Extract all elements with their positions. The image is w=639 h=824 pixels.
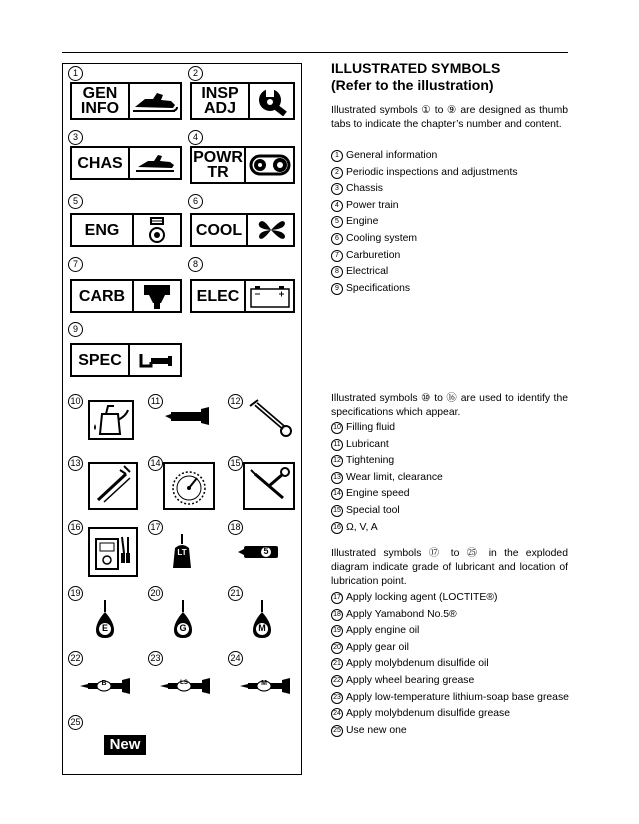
callout-21: 21 — [228, 586, 243, 601]
item-text: General information — [346, 150, 438, 161]
item-text: Engine speed — [346, 488, 410, 500]
top-rule — [62, 52, 568, 53]
intro-paragraph-1: Illustrated symbols ① to ⑨ are designed as thumb tabs to indicate the chapter’s number and content. — [331, 105, 568, 130]
item-number: 3 — [331, 183, 343, 195]
tab-carb-label: CARB — [72, 281, 134, 311]
section-heading — [331, 60, 500, 94]
heading-line-2: (Refer to the illustration) — [331, 77, 494, 93]
tab-gen-info-label: GEN INFO — [72, 84, 130, 118]
oil-can-icon — [90, 402, 132, 438]
moly-grease-label: M — [261, 680, 267, 687]
list-item — [331, 504, 400, 518]
list-item — [331, 674, 474, 688]
callout-16: 16 — [68, 520, 83, 535]
yamabond-label: 5 — [263, 546, 269, 556]
item-text: Special tool — [346, 505, 400, 516]
list-item — [331, 438, 389, 452]
callout-11: 11 — [148, 394, 163, 409]
tab-chas — [70, 146, 182, 180]
torque-wrench-icon — [248, 398, 294, 438]
callout-12: 12 — [228, 394, 243, 409]
tab-powr-tr-label: POWR TR — [192, 148, 246, 182]
list-item — [331, 166, 518, 180]
list-item — [331, 182, 383, 196]
item-text: Periodic inspections and adjustments — [346, 166, 518, 178]
item-number: 5 — [331, 216, 343, 228]
callout-6: 6 — [188, 194, 203, 209]
item-text: Wear limit, clearance — [346, 471, 443, 483]
item-text: Filling fluid — [346, 422, 396, 433]
item-number: 21 — [331, 658, 343, 670]
tab-cool — [190, 213, 295, 247]
callout-24: 24 — [228, 651, 243, 666]
lithium-grease-label: LS — [180, 680, 188, 686]
item-number: 15 — [331, 505, 343, 517]
callout-23: 23 — [148, 651, 163, 666]
engine-oil-label: E — [101, 623, 108, 633]
carburetor-icon — [134, 281, 180, 311]
list-item — [331, 149, 437, 163]
item-number: 18 — [331, 609, 343, 621]
callout-25: 25 — [68, 715, 83, 730]
caliper-icon — [90, 464, 136, 508]
tab-elec — [190, 279, 295, 313]
callout-10: 10 — [68, 394, 83, 409]
item-number: 8 — [331, 266, 343, 278]
item-number: 22 — [331, 675, 343, 687]
wheel-bearing-grease-label: B — [101, 680, 107, 687]
tab-insp-adj — [190, 82, 295, 120]
item-text: Power train — [346, 199, 399, 211]
item-number: 11 — [331, 439, 343, 451]
item-number: 12 — [331, 455, 343, 467]
callout-5: 5 — [68, 194, 83, 209]
callout-3: 3 — [68, 130, 83, 145]
special-tool-icon — [245, 464, 293, 508]
list-item — [331, 724, 407, 738]
list-item — [331, 624, 419, 638]
list-item — [331, 608, 457, 622]
tab-carb — [70, 279, 182, 313]
intro-paragraph-3: Illustrated symbols ⑰ to ㉕ in the exploded diagram indicate grade of lubricant and location of lubrication point. — [331, 548, 568, 587]
item-text: Apply molybdenum disulfide grease — [346, 708, 511, 720]
wrench-icon — [250, 84, 293, 118]
tightening-symbol — [248, 398, 296, 438]
item-number: 2 — [331, 167, 343, 179]
tachometer-icon — [165, 464, 213, 508]
tab-gen-info — [70, 82, 182, 120]
tab-cool-label: COOL — [192, 215, 248, 245]
item-text: Apply locking agent (LOCTITE®) — [346, 592, 498, 603]
tab-powr-tr — [190, 146, 295, 184]
item-text: Apply Yamabond No.5® — [346, 608, 457, 620]
tab-elec-label: ELEC — [192, 281, 246, 311]
callout-2: 2 — [188, 66, 203, 81]
item-text: Apply gear oil — [346, 641, 409, 653]
list-item — [331, 282, 410, 296]
callout-1: 1 — [68, 66, 83, 81]
item-text: Use new one — [346, 724, 407, 736]
drive-belt-icon — [246, 148, 293, 182]
item-number: 19 — [331, 625, 343, 637]
item-text: Specifications — [346, 282, 411, 294]
item-number: 6 — [331, 233, 343, 245]
list-item — [331, 521, 378, 535]
list-item — [331, 454, 394, 468]
moly-oil-label: M — [258, 623, 266, 633]
item-text: Cooling system — [346, 233, 418, 244]
item-text: Electrical — [346, 266, 389, 278]
engine-speed-symbol — [163, 462, 215, 510]
item-text: Apply engine oil — [346, 625, 420, 637]
item-text: Lubricant — [346, 438, 389, 450]
callout-20: 20 — [148, 586, 163, 601]
list-item — [331, 487, 410, 501]
item-number: 24 — [331, 708, 343, 720]
list-item — [331, 199, 399, 213]
intro-paragraph-2: Illustrated symbols ⑩ to ⑯ are used to identify the specifications which appear. — [331, 393, 568, 418]
multimeter-icon — [90, 529, 136, 575]
special-tool-symbol — [243, 462, 295, 510]
item-number: 14 — [331, 488, 343, 500]
tab-spec — [70, 343, 182, 377]
locking-agent-label: LT — [177, 548, 187, 557]
callout-18: 18 — [228, 520, 243, 535]
list-item — [331, 421, 395, 435]
item-text: Chassis — [346, 183, 383, 195]
item-number: 4 — [331, 200, 343, 212]
item-number: 23 — [331, 692, 343, 704]
callout-22: 22 — [68, 651, 83, 666]
callout-9: 9 — [68, 322, 83, 337]
item-number: 13 — [331, 472, 343, 484]
item-text: Ω, V, A — [346, 521, 378, 533]
list-item — [331, 471, 443, 485]
tab-eng-label: ENG — [72, 215, 134, 245]
item-number: 1 — [331, 150, 343, 162]
item-number: 20 — [331, 642, 343, 654]
yamabond-tube-icon — [236, 542, 282, 567]
list-item — [331, 657, 489, 671]
callout-13: 13 — [68, 456, 83, 471]
item-text: Apply wheel bearing grease — [346, 675, 475, 686]
list-item — [331, 707, 510, 721]
callout-14: 14 — [148, 456, 163, 471]
tab-eng — [70, 213, 182, 247]
item-number: 16 — [331, 522, 343, 534]
multimeter-symbol — [88, 527, 138, 577]
list-item — [331, 691, 569, 705]
callout-4: 4 — [188, 130, 203, 145]
filling-fluid-symbol — [88, 400, 134, 440]
callout-7: 7 — [68, 257, 83, 272]
tab-insp-adj-label: INSP ADJ — [192, 84, 250, 118]
tab-chas-label: CHAS — [72, 148, 130, 178]
list-item — [331, 641, 409, 655]
snowmobile-icon — [130, 84, 180, 118]
item-number: 7 — [331, 250, 343, 262]
chassis-icon — [130, 148, 180, 178]
lubricant-symbol — [163, 404, 211, 434]
heading-line-1: ILLUSTRATED SYMBOLS — [331, 60, 501, 76]
callout-15: 15 — [228, 456, 243, 471]
fan-icon — [248, 215, 293, 245]
item-text: Apply molybdenum disulfide oil — [346, 658, 489, 670]
wear-limit-symbol — [88, 462, 138, 510]
callout-19: 19 — [68, 586, 83, 601]
item-text: Carburetion — [346, 249, 401, 261]
item-number: 25 — [331, 725, 343, 737]
new-part-badge: New — [104, 735, 146, 755]
gear-oil-label: G — [179, 623, 187, 633]
item-text: Tightening — [346, 455, 395, 467]
micrometer-icon — [130, 345, 180, 375]
list-item — [331, 265, 388, 279]
list-item — [331, 249, 400, 263]
piston-icon — [134, 215, 180, 245]
callout-17: 17 — [148, 520, 163, 535]
item-number: 10 — [331, 422, 343, 434]
battery-icon — [246, 281, 293, 311]
item-text: Engine — [346, 216, 379, 228]
callout-8: 8 — [188, 257, 203, 272]
item-text: Apply low-temperature lithium-soap base grease — [346, 691, 569, 703]
grease-tube-icon — [163, 404, 213, 428]
list-item — [331, 215, 378, 229]
item-number: 9 — [331, 283, 343, 295]
item-number: 17 — [331, 592, 343, 604]
tab-spec-label: SPEC — [72, 345, 130, 375]
list-item — [331, 591, 497, 605]
list-item — [331, 232, 417, 246]
